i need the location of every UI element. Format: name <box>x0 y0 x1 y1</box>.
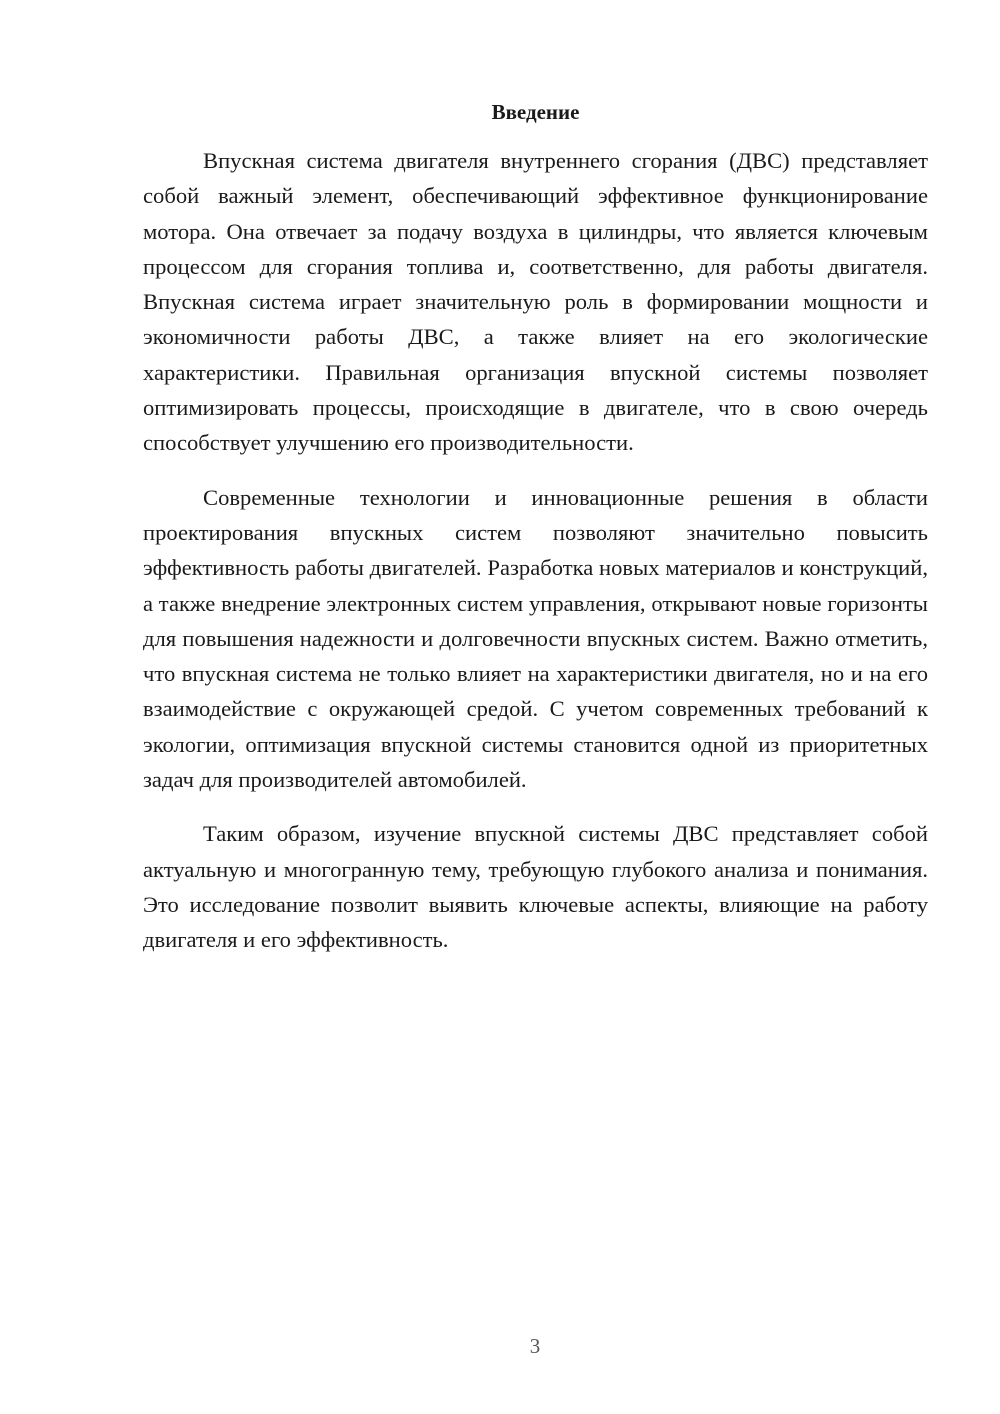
paragraph-2: Современные технологии и инновационные решения в области проектирования впускных систем позволяют значительно повысить эффективность работы двигателей. Разработка новых материалов и конструкций, а также внедрение электронных систем управления, открывают новые горизонты для повышения надежности и долговечности впускных систем. Важно отметить, что впускная система не только влияет на характеристики двигателя, но и на его взаимодействие с окружающей средой. С учетом современных требований к экологии, оптимизация впускной системы становится одной из приоритетных задач для производителей автомобилей. <box>143 484 928 793</box>
section-heading: Введение <box>491 100 580 124</box>
page-number: 3 <box>529 1334 541 1358</box>
paragraph-1: Впускная система двигателя внутреннего сгорания (ДВС) представляет собой важный элемент, обеспечивающий эффективное функционирование мотора. Она отвечает за подачу воздуха в цилиндры, что является ключевым процессом для сгорания топлива и, соответственно, для работы двигателя. Впускная система играет значительную роль в формировании мощности и экономичности работы ДВС, а также влияет на его экологические характеристики. Правильная организация впускной системы позволяет оптимизировать процессы, происходящие в двигателе, что в свою очередь способствует улучшению его производительности. <box>143 148 928 456</box>
paragraph-3: Таким образом, изучение впускной системы ДВС представляет собой актуальную и многогранную тему, требующую глубокого анализа и понимания. Это исследование позволит выявить ключевые аспекты, влияющие на работу двигателя и его эффективность. <box>143 821 928 953</box>
body-text <box>143 143 928 958</box>
